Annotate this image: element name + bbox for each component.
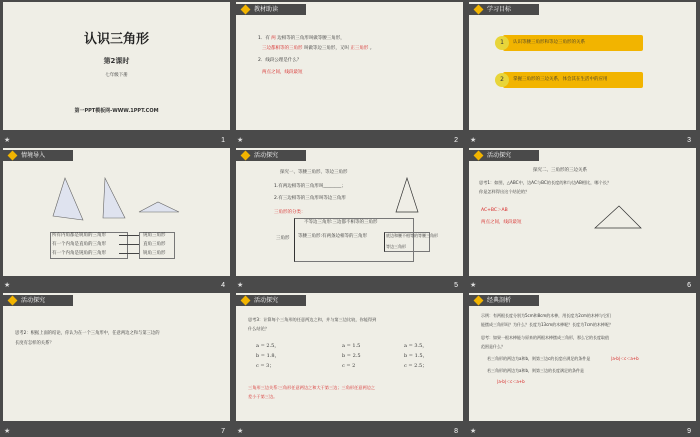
star-icon: ★ bbox=[4, 135, 11, 144]
text-line: 若三角形的两边为a和b，则第三边c的长度应满足的条件是 bbox=[487, 356, 591, 362]
text-line: 示例：有两根长度分别为5cm和8cm的木棒，用长度为2cm的木棒与它们 bbox=[481, 313, 611, 319]
connector-line bbox=[119, 235, 139, 236]
set-value: b = 2.5 bbox=[342, 353, 361, 360]
inequality-answer: |a-b|＜c＜a+b bbox=[497, 379, 525, 385]
connector-line bbox=[119, 253, 139, 254]
row-right: 直角三角形 bbox=[143, 241, 166, 247]
answer-text: AC+BC＞AB bbox=[481, 207, 508, 213]
classification-item: 等腰三角形:有两条边相等的三角形 bbox=[298, 233, 368, 239]
diamond-icon bbox=[241, 150, 251, 160]
classification-item: 底边和腰不相等的等腰三角形 bbox=[386, 232, 438, 238]
star-icon: ★ bbox=[237, 135, 244, 144]
blank-answer: 两 bbox=[271, 36, 276, 41]
slide-thumbnail-9[interactable] bbox=[466, 291, 699, 437]
header-label: 情境导入 bbox=[21, 151, 46, 159]
isosceles-figure bbox=[386, 174, 428, 216]
slide-header bbox=[469, 295, 539, 306]
text-line: 1．有 两 边相等的三角形叫做等腰三角形， bbox=[258, 36, 345, 41]
star-icon: ★ bbox=[237, 281, 244, 290]
slide-canvas bbox=[236, 293, 463, 421]
slide-number: 9 bbox=[687, 427, 691, 435]
answer-text: 两点之间，线段最短 bbox=[481, 219, 522, 225]
slide-number: 2 bbox=[454, 136, 458, 144]
slide-header bbox=[236, 150, 306, 161]
slide-header bbox=[3, 295, 73, 306]
set-value: c = 2.5； bbox=[404, 363, 428, 370]
slide-number: 4 bbox=[221, 282, 225, 290]
set-value: a = 3.5， bbox=[404, 343, 428, 350]
text-line: 若三角形的两边为a和b，则第三边的长度满足的条件是 bbox=[487, 368, 584, 374]
triangle-abc-figure bbox=[589, 200, 649, 234]
text-line: 范围是什么？ bbox=[481, 344, 505, 350]
blank-answer: 三边都相等的三角形 bbox=[262, 46, 303, 51]
question-1: 1.有两边相等的三角形叫________； bbox=[274, 183, 346, 189]
slide-canvas bbox=[469, 148, 696, 276]
text-line: 思考：如果一根木棒能与原来的两根木棒摆成三角形，那么它的长度取值 bbox=[481, 335, 609, 341]
row-left: 所有内角都是锐角的三角形 bbox=[52, 232, 106, 238]
set-value: c = 2 bbox=[342, 363, 356, 370]
star-icon: ★ bbox=[4, 281, 11, 290]
connector-line bbox=[119, 244, 139, 245]
slide-canvas bbox=[469, 293, 696, 421]
slide-canvas bbox=[3, 2, 230, 130]
question-2: 2.有三边相等的三角形叫等边三角形 bbox=[274, 195, 346, 201]
slide-number: 5 bbox=[454, 282, 458, 290]
row-left: 有一个内角是钝角的三角形 bbox=[52, 250, 106, 256]
header-label: 活动探究 bbox=[21, 297, 46, 305]
answer-text: 两点之间，线段最短 bbox=[262, 70, 303, 75]
classification-root: 三角形 bbox=[276, 235, 290, 241]
star-icon: ★ bbox=[470, 426, 477, 435]
slide-number: 1 bbox=[221, 136, 225, 144]
slide-number: 8 bbox=[454, 427, 458, 435]
classification-item: 等边三角形 bbox=[386, 243, 406, 249]
section-title: 探究二、三角形的三边关系 bbox=[533, 167, 587, 173]
slide-canvas bbox=[236, 148, 463, 276]
slide-number: 3 bbox=[687, 136, 691, 144]
header-label: 活动探究 bbox=[254, 297, 279, 305]
question-text: 你是怎样得出这个结论的？ bbox=[479, 188, 530, 194]
row-right: 锐角三角形 bbox=[143, 250, 166, 256]
goal-text: 认识等腰三角形和等边三角形的关系 bbox=[513, 40, 585, 45]
slide-header bbox=[236, 4, 306, 15]
section-title: 探究一、等腰三角形、等边三角形 bbox=[280, 169, 348, 175]
slide-canvas bbox=[236, 2, 463, 130]
diamond-icon bbox=[474, 5, 484, 15]
inequality-answer: |a-b|＜c＜a+b bbox=[611, 356, 639, 362]
slide-canvas bbox=[3, 293, 230, 421]
question-text: 思考1：如图，△ABC中，边AC与BC的长度的和与边AB相比，哪个长？ bbox=[479, 179, 612, 185]
set-value: b = 1.8， bbox=[256, 353, 280, 360]
text-line: 三边都相等的三角形 叫做等边三角形，又叫 正三角形 。 bbox=[262, 46, 375, 51]
header-label: 学习目标 bbox=[487, 6, 512, 13]
slide-title: 认识三角形 bbox=[83, 32, 149, 47]
slide-canvas bbox=[3, 148, 230, 276]
classification-item: 不等边三角形:三边都不相等的三角形 bbox=[304, 219, 378, 225]
slide-thumbnail-5[interactable] bbox=[233, 146, 466, 292]
text-line: 2．线段公理是什么？ bbox=[258, 58, 302, 63]
footer-text: 第一PPT模板网-WWW.1PPT.COM bbox=[74, 108, 159, 114]
slide-thumbnail-3[interactable] bbox=[466, 0, 699, 146]
goal-text: 掌握三角形的三边关系，体会其在生活中的应用 bbox=[513, 77, 608, 82]
text-line: 能摆成三角形吗？为什么？长度为13cm的木棒呢？长度为7cm的木棒呢？ bbox=[481, 322, 613, 328]
slide-header bbox=[469, 150, 539, 161]
header-label: 活动探究 bbox=[487, 151, 512, 159]
slide-thumbnail-6[interactable] bbox=[466, 146, 699, 292]
diamond-icon bbox=[241, 5, 251, 15]
grade-label: 七年级下册 bbox=[105, 73, 128, 78]
question-text: 思考2：根据上面的结论，你认为在一个三角形中，任意两边之和与第三边的 bbox=[15, 331, 160, 337]
star-icon: ★ bbox=[4, 426, 11, 435]
goal-number-badge: 1 bbox=[495, 36, 509, 50]
header-label: 经典剖析 bbox=[487, 297, 512, 305]
set-value: b = 1.5， bbox=[404, 353, 428, 360]
row-right: 钝角三角形 bbox=[143, 232, 166, 238]
set-value: a = 1.5 bbox=[342, 343, 361, 350]
diamond-icon bbox=[474, 296, 484, 306]
star-icon: ★ bbox=[470, 135, 477, 144]
star-icon: ★ bbox=[237, 426, 244, 435]
set-value: a = 2.5， bbox=[256, 343, 280, 350]
slide-number: 7 bbox=[221, 427, 225, 435]
slide-thumbnail-1[interactable] bbox=[0, 0, 233, 146]
diamond-icon bbox=[474, 150, 484, 160]
blank-answer: 正三角形 bbox=[350, 46, 369, 51]
question-text: 思考3：计算每个三角形的任意两边之和，并与第三边比较，你能得到 bbox=[248, 317, 377, 323]
slide-thumbnail-7[interactable] bbox=[0, 291, 233, 437]
star-icon: ★ bbox=[470, 281, 477, 290]
slide-subtitle: 第2课时 bbox=[103, 57, 130, 65]
slide-header bbox=[469, 4, 539, 15]
conclusion-text: 差小于第三边。 bbox=[248, 394, 278, 400]
goal-number-badge: 2 bbox=[495, 73, 509, 87]
slide-number: 6 bbox=[687, 282, 691, 290]
slide-thumbnail-8[interactable] bbox=[233, 291, 466, 437]
header-label: 活动探究 bbox=[254, 151, 279, 159]
diamond-icon bbox=[8, 296, 18, 306]
slide-canvas bbox=[469, 2, 696, 130]
slide-thumbnail-4[interactable] bbox=[0, 146, 233, 292]
slide-thumbnail-2[interactable] bbox=[233, 0, 466, 146]
question-text: 什么结论？ bbox=[248, 326, 269, 332]
conclusion-text: 三角形三边关系:三角形任意两边之和大于第三边；三角形任意两边之 bbox=[248, 385, 376, 391]
diamond-icon bbox=[241, 296, 251, 306]
row-left: 有一个内角是直角的三角形 bbox=[52, 241, 106, 247]
set-value: c = 3； bbox=[256, 363, 275, 370]
slide-header bbox=[236, 295, 306, 306]
classification-title: 三角形的分类： bbox=[274, 209, 306, 215]
header-label: 教材助读 bbox=[254, 6, 279, 13]
question-text: 长度有怎样的关系？ bbox=[15, 341, 54, 347]
